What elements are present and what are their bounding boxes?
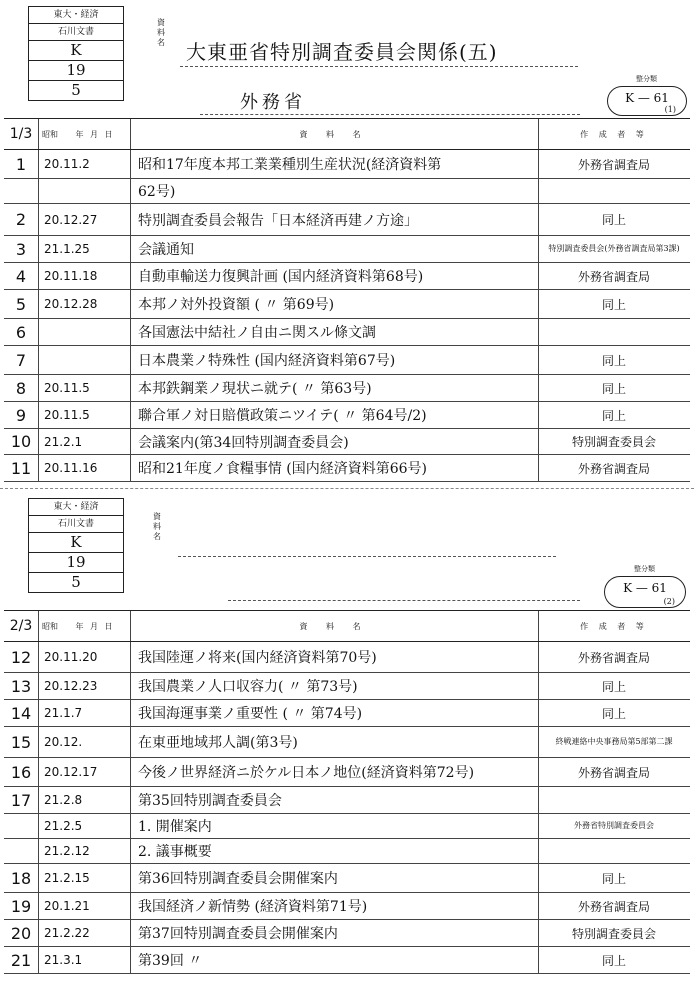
classification-sub: (2) xyxy=(663,597,675,606)
archive-stamp xyxy=(28,6,124,101)
row-number: 21 xyxy=(10,950,32,970)
row-number: 16 xyxy=(10,762,32,782)
table-body xyxy=(4,150,690,482)
table-row xyxy=(4,290,690,319)
row-title: 第39回 〃 xyxy=(138,953,203,969)
classification-sub: (1) xyxy=(664,105,676,114)
ministry-name: 外務省 xyxy=(240,92,306,113)
table-row xyxy=(4,179,690,204)
row-number: 3 xyxy=(15,239,27,259)
table-header xyxy=(4,119,690,150)
ministry-underline-2 xyxy=(228,600,580,601)
row-title: 日本農業ノ特殊性 (国内経済資料第67号) xyxy=(138,353,396,369)
stamp-org: 東大・経済 xyxy=(29,7,123,24)
title-underline-2 xyxy=(178,556,556,557)
row-date: 20.12.27 xyxy=(44,212,98,227)
stamp-collection: 石川文書 xyxy=(29,516,123,533)
table-row xyxy=(4,758,690,787)
row-author xyxy=(538,787,690,813)
row-date: 20.11.18 xyxy=(44,269,98,283)
stamp-number: 19 xyxy=(29,553,123,573)
row-author: 特別調査委員会 xyxy=(571,926,656,941)
table-row xyxy=(4,455,690,482)
row-date xyxy=(38,346,128,374)
row-date: 21.2.22 xyxy=(44,926,90,940)
row-number: 7 xyxy=(15,350,27,370)
row-date: 21.1.7 xyxy=(44,706,83,720)
row-author: 外務省調査局 xyxy=(577,269,650,284)
classification-code: K — 61 xyxy=(623,581,667,595)
row-author: 特別調査委員会(外務省調査局第3課) xyxy=(548,244,680,253)
row-number: 14 xyxy=(10,703,32,723)
row-author: 同上 xyxy=(601,871,626,886)
row-number: 9 xyxy=(15,405,27,425)
table-row xyxy=(4,346,690,375)
row-author xyxy=(538,319,690,345)
row-number: 6 xyxy=(15,322,27,342)
row-date: 21.1.25 xyxy=(44,242,90,256)
row-number: 17 xyxy=(10,790,32,810)
row-title: 本邦鉄鋼業ノ現状ニ就テ( 〃 第63号) xyxy=(138,381,372,397)
section-divider xyxy=(0,488,694,489)
table-row xyxy=(4,947,690,974)
row-title: 会議通知 xyxy=(138,242,194,258)
table-row xyxy=(4,429,690,455)
table-row xyxy=(4,150,690,179)
document-title: 大東亜省特別調査委員会関係(五) xyxy=(186,40,498,64)
row-author: 同上 xyxy=(601,408,626,423)
row-author: 外務省調査局 xyxy=(577,157,650,172)
row-title: 自動車輸送力復興計画 (国内経済資料第68号) xyxy=(138,269,424,285)
row-number: 13 xyxy=(10,676,32,696)
row-author: 同上 xyxy=(601,953,626,968)
table-row xyxy=(4,814,690,839)
row-author xyxy=(538,839,690,863)
subclass-label-2: 整分類 xyxy=(634,565,655,573)
row-title: 特別調査委員会報告「日本経済再建ノ方途」 xyxy=(138,212,418,229)
row-title: 在東亜地域邦人調(第3号) xyxy=(138,735,298,751)
row-author xyxy=(538,179,690,203)
row-author: 外務省調査局 xyxy=(577,899,650,914)
row-date: 20.11.5 xyxy=(44,381,90,395)
row-author: 同上 xyxy=(601,353,626,368)
header-date: 年 月 日 xyxy=(75,621,115,631)
table-row xyxy=(4,727,690,758)
row-number: 15 xyxy=(10,732,32,752)
row-date: 20.1.21 xyxy=(44,899,90,913)
row-number: 8 xyxy=(15,378,27,398)
header-author: 作 成 者 等 xyxy=(580,129,648,139)
row-title: 我国経済ノ新情勢 (経済資料第71号) xyxy=(138,899,368,915)
row-number xyxy=(4,839,38,863)
row-date: 20.11.20 xyxy=(44,650,98,664)
row-title: 我国陸運ノ将来(国内経済資料第70号) xyxy=(138,650,377,666)
row-author: 終戦連絡中央事務局第5部第二課 xyxy=(555,737,673,746)
table-row xyxy=(4,839,690,864)
archive-stamp-2 xyxy=(28,498,124,593)
row-date: 21.2.15 xyxy=(44,871,90,885)
row-title: 我国農業ノ人口収容力( 〃 第73号) xyxy=(138,679,358,695)
row-date: 21.3.1 xyxy=(44,953,83,967)
row-number: 4 xyxy=(15,266,27,286)
row-title: 各国憲法中結社ノ自由ニ関スル條文調 xyxy=(138,325,376,341)
row-title: 62号) xyxy=(138,184,176,200)
header-era: 昭和 xyxy=(42,621,58,631)
row-title: 会議案内(第34回特別調査委員会) xyxy=(138,434,349,451)
row-date: 21.2.8 xyxy=(44,793,83,807)
row-number: 18 xyxy=(10,868,32,888)
row-date: 20.12.17 xyxy=(44,765,98,779)
table-row xyxy=(4,319,690,346)
table-row xyxy=(4,673,690,700)
row-title: 昭和17年度本邦工業業種別生産状況(経済資料第 xyxy=(138,157,442,173)
row-title: 第36回特別調査委員会開催案内 xyxy=(138,871,338,887)
classification-badge xyxy=(607,86,687,116)
row-number: 11 xyxy=(10,458,32,478)
row-author: 同上 xyxy=(601,381,626,396)
table-header xyxy=(4,611,690,642)
stamp-org: 東大・経済 xyxy=(29,499,123,516)
row-number xyxy=(4,179,38,203)
row-author: 外務省調査局 xyxy=(577,650,650,665)
row-author: 外務省特別調査委員会 xyxy=(574,821,654,830)
row-title: 第35回特別調査委員会 xyxy=(138,793,282,809)
row-title: 第37回特別調査委員会開催案内 xyxy=(138,926,338,942)
stamp-number: 19 xyxy=(29,61,123,81)
row-number: 1 xyxy=(15,154,27,174)
material-name-label: 資料名 xyxy=(157,18,165,47)
row-date: 20.12. xyxy=(44,735,83,749)
row-number: 20 xyxy=(10,923,32,943)
table-body xyxy=(4,642,690,974)
row-author: 同上 xyxy=(601,706,626,721)
table-row xyxy=(4,700,690,727)
row-date: 21.2.5 xyxy=(44,819,83,833)
classification-badge-2 xyxy=(604,576,686,608)
table-row xyxy=(4,642,690,673)
header-page: 1/3 xyxy=(9,126,33,142)
row-date: 20.11.2 xyxy=(44,157,90,171)
row-number xyxy=(4,814,38,838)
row-title: 聯合軍ノ対日賠償政策ニツイテ( 〃 第64号/2) xyxy=(138,408,427,424)
index-table-2 xyxy=(4,610,690,974)
classification-code: K — 61 xyxy=(625,91,669,105)
table-row xyxy=(4,920,690,947)
header-date: 年 月 日 xyxy=(75,129,115,139)
header-author: 作 成 者 等 xyxy=(580,621,648,631)
header-name: 資 料 名 xyxy=(299,621,369,631)
index-table-1 xyxy=(4,118,690,482)
row-date xyxy=(38,319,128,345)
row-date: 20.12.23 xyxy=(44,679,98,693)
row-title: 昭和21年度ノ食糧事情 (国内経済資料第66号) xyxy=(138,461,428,477)
row-author: 外務省調査局 xyxy=(577,461,650,476)
row-author: 同上 xyxy=(601,679,626,694)
table-row xyxy=(4,787,690,814)
stamp-letter: K xyxy=(29,533,123,553)
row-author: 特別調査委員会 xyxy=(571,435,656,449)
table-row xyxy=(4,864,690,893)
row-number: 19 xyxy=(10,896,32,916)
row-title: 本邦ノ対外投資額 ( 〃 第69号) xyxy=(138,297,335,313)
table-row xyxy=(4,893,690,920)
row-author: 同上 xyxy=(601,297,626,312)
row-date: 21.2.1 xyxy=(44,434,83,449)
row-author: 同上 xyxy=(601,213,626,227)
row-date: 20.12.28 xyxy=(44,297,98,311)
table-row xyxy=(4,375,690,402)
table-row xyxy=(4,204,690,236)
row-number: 10 xyxy=(10,432,32,451)
row-title: 今後ノ世界経済ニ於ケル日本ノ地位(経済資料第72号) xyxy=(138,765,475,781)
row-date: 20.11.16 xyxy=(44,461,98,475)
stamp-sub: 5 xyxy=(71,81,81,99)
header-era: 昭和 xyxy=(42,129,58,139)
ministry-underline xyxy=(200,114,580,115)
row-title: 1. 開催案内 xyxy=(138,819,212,835)
table-row xyxy=(4,402,690,429)
row-number: 12 xyxy=(10,647,32,667)
table-row xyxy=(4,263,690,290)
row-author: 外務省調査局 xyxy=(577,765,650,780)
row-date: 20.11.5 xyxy=(44,408,90,422)
row-title: 2. 議事概要 xyxy=(138,844,212,860)
material-name-label-2: 資料名 xyxy=(153,512,161,541)
table-row xyxy=(4,236,690,263)
stamp-letter: K xyxy=(29,41,123,61)
header-name: 資 料 名 xyxy=(299,129,369,139)
row-number: 5 xyxy=(15,294,27,314)
stamp-collection: 石川文書 xyxy=(29,24,123,41)
subclass-label: 整分類 xyxy=(636,75,657,83)
row-date xyxy=(38,179,128,203)
title-underline xyxy=(180,66,578,67)
header-page: 2/3 xyxy=(9,618,33,634)
row-title: 我国海運事業ノ重要性 ( 〃 第74号) xyxy=(138,706,363,722)
row-number: 2 xyxy=(15,210,27,229)
stamp-sub: 5 xyxy=(71,573,81,591)
row-date: 21.2.12 xyxy=(44,844,90,858)
